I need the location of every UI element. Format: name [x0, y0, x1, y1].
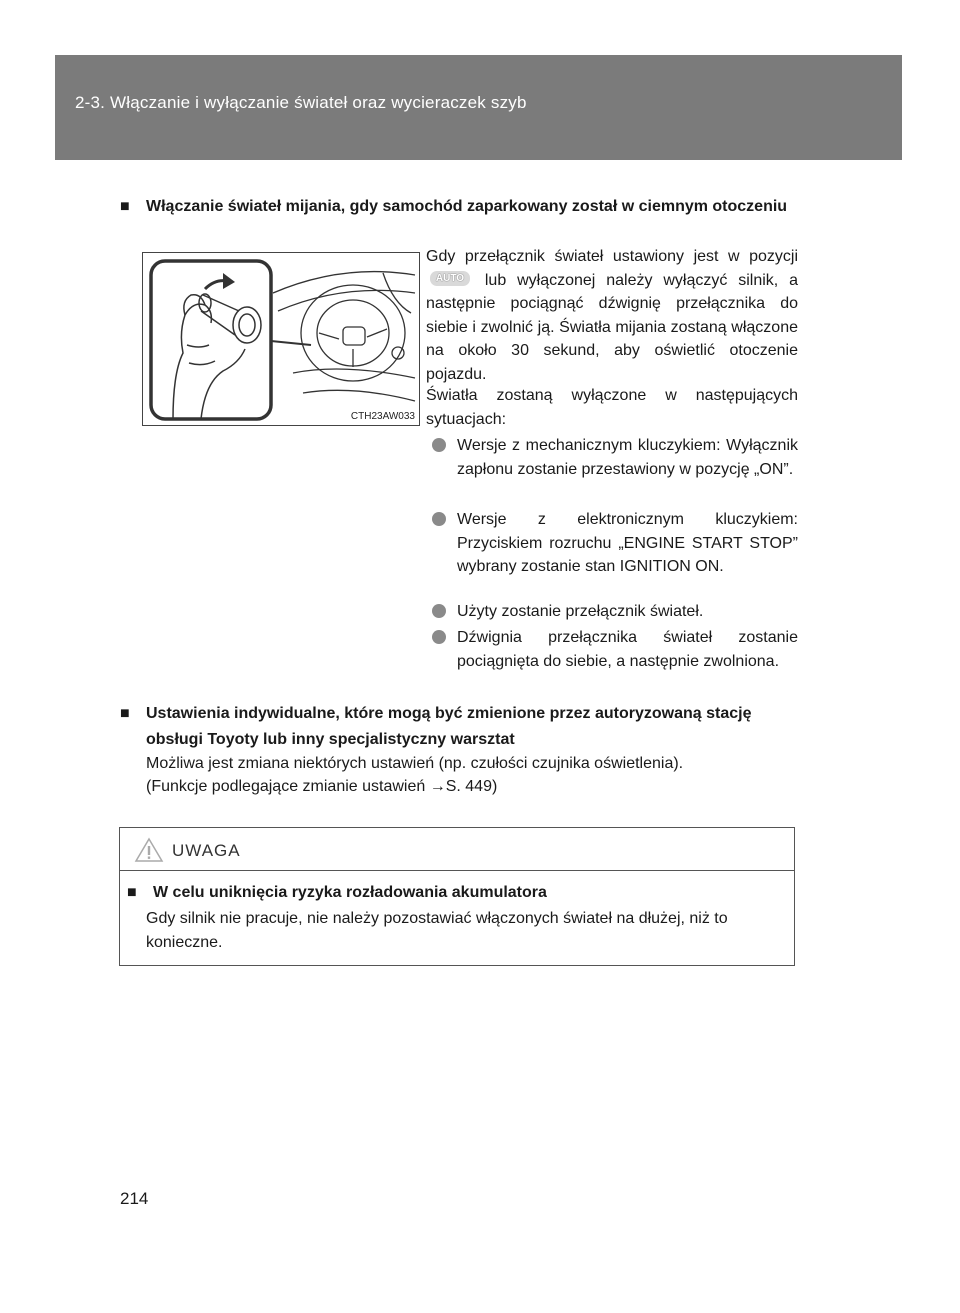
custom-settings-line-2: (Funkcje podlegające zmianie ustawień →S. 449)	[146, 778, 498, 795]
warning-box	[119, 827, 795, 966]
list-item: Wersje z elektronicznym kluczykiem: Przyciskiem rozruchu „ENGINE START STOP” wybrany zostanie stan IGNITION ON.	[432, 508, 798, 579]
square-bullet-icon: ■	[127, 884, 137, 901]
turn-off-conditions-paragraph: Światła zostaną wyłączone w następujących sytuacjach:	[426, 387, 798, 428]
square-bullet-icon: ■	[120, 705, 130, 722]
warning-heading: UWAGA	[172, 841, 241, 860]
square-bullet-icon: ■	[120, 198, 130, 215]
warning-triangle-icon	[134, 837, 164, 863]
light-switch-illustration	[142, 252, 420, 426]
header-title: 2-3. Włączanie i wyłączanie świateł oraz wycieraczek szyb	[75, 93, 527, 112]
custom-settings-line-1: Możliwa jest zmiana niektórych ustawień (np. czułości czujnika oświetlenia).	[146, 755, 684, 772]
steering-lever-drawing	[143, 253, 419, 425]
figure-code: CTH23AW033	[350, 411, 415, 422]
warning-text: Gdy silnik nie pracuje, nie należy pozostawiać włączonych świateł na dłużej, niż to konieczne.	[146, 910, 728, 951]
section-title-parking-lights: ■ Włączanie świateł mijania, gdy samochód zaparkowany został w ciemnym otoczeniu	[120, 194, 800, 220]
round-bullet-icon	[432, 630, 446, 644]
round-bullet-icon	[432, 438, 446, 452]
intro-paragraph: Gdy przełącznik świateł ustawiony jest w pozycji AUTO lub wyłączonej należy wyłączyć silnik, a następnie pociągnąć dźwignię przełącznika do siebie i zwolnić ją. Światła mijania zostaną włączone na około 30 sekund, aby oświetlić otoczenie pojazdu.	[426, 248, 798, 383]
list-item: Użyty zostanie przełącznik świateł.	[432, 600, 798, 624]
section-title-custom-settings: ■ Ustawienia indywidualne, które mogą być zmienione przez autoryzowaną stację obsługi Toyoty lub inny specjalistyczny warsztat	[120, 701, 800, 753]
list-item: Wersje z mechanicznym kluczykiem: Wyłącznik zapłonu zostanie przestawiony w pozycję „ON”.	[432, 434, 798, 481]
round-bullet-icon	[432, 512, 446, 526]
auto-mode-icon: AUTO	[430, 271, 470, 286]
round-bullet-icon	[432, 604, 446, 618]
warning-title: ■ W celu uniknięcia ryzyka rozładowania akumulatora	[127, 880, 787, 906]
list-item: Dźwignia przełącznika świateł zostanie pociągnięta do siebie, a następnie zwolniona.	[432, 626, 798, 673]
page-number: 214	[120, 1189, 149, 1208]
warning-header	[120, 828, 794, 871]
page-header	[55, 55, 902, 160]
